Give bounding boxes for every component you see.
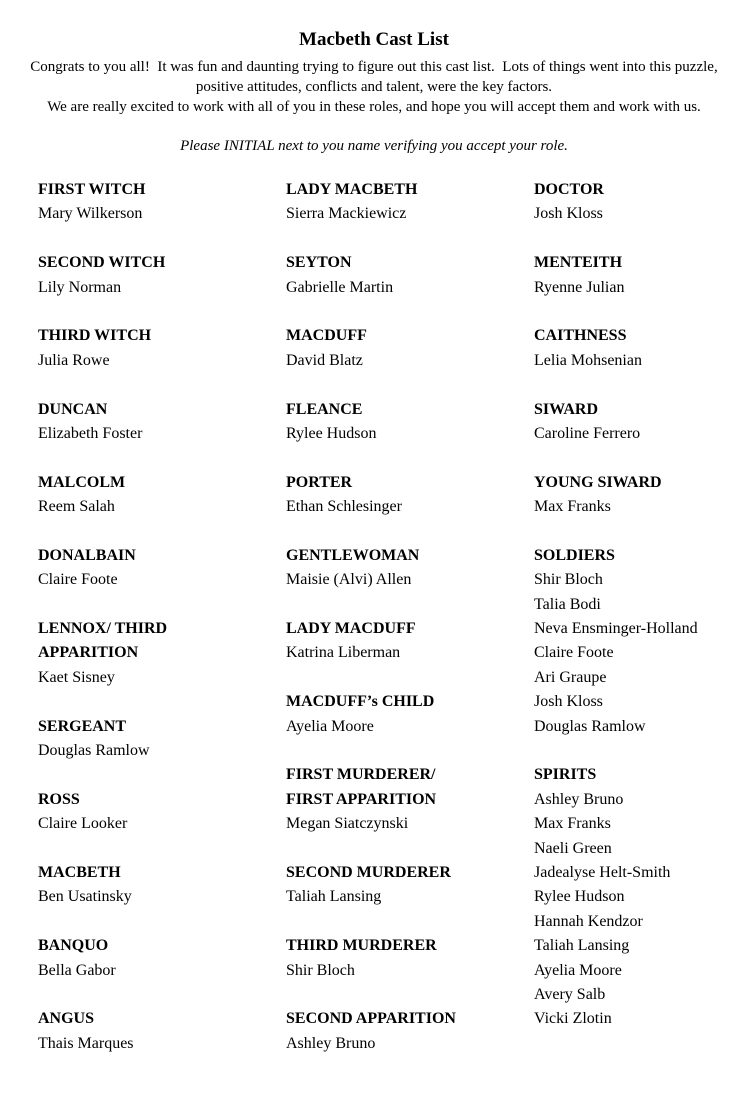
role-name: DUNCAN <box>38 400 108 418</box>
initial-instruction: Please INITIAL next to you name verifying you accept your role. <box>180 138 568 154</box>
role-name: BANQUO <box>38 937 109 955</box>
blank-line <box>38 763 286 787</box>
blank-line <box>38 300 286 324</box>
blank-line <box>38 837 286 861</box>
actor-name: Ashley Bruno <box>286 1034 376 1052</box>
actor-name: Rylee Hudson <box>534 888 625 906</box>
role-name: SECOND WITCH <box>38 254 166 272</box>
cast-columns <box>38 178 748 1056</box>
cast-column-3 <box>534 178 748 1032</box>
actor-name: Kaet Sisney <box>38 668 115 686</box>
blank-line <box>286 373 534 397</box>
actor-name: Katrina Liberman <box>286 644 401 662</box>
actor-name: Rylee Hudson <box>286 424 377 442</box>
actor-name: Ayelia Moore <box>534 961 622 979</box>
actor-name: Josh Kloss <box>534 205 603 223</box>
actor-name: Douglas Ramlow <box>38 741 150 759</box>
role-name: MALCOLM <box>38 473 126 491</box>
role-name: FLEANCE <box>286 400 363 418</box>
blank-line <box>38 983 286 1007</box>
role-name: MACBETH <box>38 863 121 881</box>
role-name: FIRST APPARITION <box>286 790 437 808</box>
actor-name: David Blatz <box>286 351 363 369</box>
role-name: MACDUFF’s CHILD <box>286 693 435 711</box>
blank-line <box>286 666 534 690</box>
role-name: SEYTON <box>286 254 352 272</box>
blank-line <box>38 690 286 714</box>
role-name: YOUNG SIWARD <box>534 473 662 491</box>
blank-line <box>38 910 286 934</box>
cast-column-1 <box>38 178 286 1056</box>
blank-line <box>38 227 286 251</box>
role-name: ANGUS <box>38 1010 95 1028</box>
role-name: MENTEITH <box>534 254 623 272</box>
actor-name: Ethan Schlesinger <box>286 498 402 516</box>
actor-name: Vicki Zlotin <box>534 1010 612 1028</box>
actor-name: Douglas Ramlow <box>534 717 646 735</box>
actor-name: Megan Siatczynski <box>286 815 409 833</box>
actor-name: Avery Salb <box>534 985 606 1003</box>
role-name: THIRD MURDERER <box>286 937 437 955</box>
role-name: ROSS <box>38 790 80 808</box>
blank-line <box>38 593 286 617</box>
role-name: LADY MACDUFF <box>286 620 416 638</box>
role-name: FIRST WITCH <box>38 181 146 198</box>
role-name: DOCTOR <box>534 181 604 198</box>
role-name: SECOND APPARITION <box>286 1010 456 1028</box>
actor-name: Max Franks <box>534 815 611 833</box>
blank-line <box>286 446 534 470</box>
role-name: LENNOX/ THIRD <box>38 620 168 638</box>
actor-name: Bella Gabor <box>38 961 116 979</box>
actor-name: Taliah Lansing <box>534 937 630 955</box>
actor-name: Maisie (Alvi) Allen <box>286 571 412 589</box>
intro-line-3: We are really excited to work with all of you in these roles, and hope you will accept them and work with us. <box>47 99 701 115</box>
blank-line <box>286 910 534 934</box>
role-name: SPIRITS <box>534 766 597 784</box>
blank-line <box>38 446 286 470</box>
role-name: FIRST MURDERER/ <box>286 766 436 784</box>
actor-name: Gabrielle Martin <box>286 278 394 296</box>
actor-name: Shir Bloch <box>286 961 355 979</box>
role-name: DONALBAIN <box>38 546 136 564</box>
actor-name: Ashley Bruno <box>534 790 624 808</box>
intro-line-1: Congrats to you all! It was fun and daunting trying to figure out this cast list. Lots of things went into this puzzle, <box>30 59 718 75</box>
actor-name: Ayelia Moore <box>286 717 374 735</box>
actor-name: Ben Usatinsky <box>38 888 132 906</box>
role-name: GENTLEWOMAN <box>286 546 420 564</box>
actor-name: Shir Bloch <box>534 571 603 589</box>
role-name: MACDUFF <box>286 327 367 345</box>
actor-name: Hannah Kendzor <box>534 912 643 930</box>
blank-line <box>286 593 534 617</box>
actor-name: Reem Salah <box>38 498 115 516</box>
role-name: THIRD WITCH <box>38 327 152 345</box>
actor-name: Claire Looker <box>38 815 128 833</box>
intro-paragraph <box>0 57 748 117</box>
blank-line <box>534 446 748 470</box>
blank-line <box>534 373 748 397</box>
blank-line <box>38 373 286 397</box>
actor-name: Claire Foote <box>534 644 614 662</box>
role-name: APPARITION <box>38 644 139 662</box>
blank-line <box>286 300 534 324</box>
role-name: SECOND MURDERER <box>286 863 451 881</box>
actor-name: Ari Graupe <box>534 668 607 686</box>
cast-column-2 <box>286 178 534 1056</box>
blank-line <box>38 519 286 543</box>
blank-line <box>286 983 534 1007</box>
role-name: SIWARD <box>534 400 599 418</box>
actor-name: Naeli Green <box>534 839 612 857</box>
actor-name: Lelia Mohsenian <box>534 351 642 369</box>
intro-line-2: positive attitudes, conflicts and talent, were the key factors. <box>195 79 553 95</box>
actor-name: Thais Marques <box>38 1034 134 1052</box>
role-name: CAITHNESS <box>534 327 627 345</box>
actor-name: Talia Bodi <box>534 595 601 613</box>
actor-name: Sierra Mackiewicz <box>286 205 407 223</box>
actor-name: Julia Rowe <box>38 351 110 369</box>
blank-line <box>534 227 748 251</box>
actor-name: Claire Foote <box>38 571 118 589</box>
blank-line <box>534 300 748 324</box>
page-title: Macbeth Cast List <box>299 29 449 50</box>
blank-line <box>534 739 748 763</box>
role-name: PORTER <box>286 473 353 491</box>
blank-line <box>286 739 534 763</box>
actor-name: Lily Norman <box>38 278 122 296</box>
actor-name: Mary Wilkerson <box>38 205 143 223</box>
actor-name: Caroline Ferrero <box>534 424 641 442</box>
actor-name: Max Franks <box>534 498 611 516</box>
actor-name: Neva Ensminger-Holland <box>534 620 698 638</box>
actor-name: Josh Kloss <box>534 693 603 711</box>
actor-name: Elizabeth Foster <box>38 424 143 442</box>
blank-line <box>286 519 534 543</box>
actor-name: Taliah Lansing <box>286 888 382 906</box>
role-name: LADY MACBETH <box>286 181 418 198</box>
role-name: SERGEANT <box>38 717 127 735</box>
blank-line <box>286 227 534 251</box>
actor-name: Jadealyse Helt-Smith <box>534 863 671 881</box>
actor-name: Ryenne Julian <box>534 278 625 296</box>
blank-line <box>286 837 534 861</box>
role-name: SOLDIERS <box>534 546 615 564</box>
blank-line <box>534 519 748 543</box>
